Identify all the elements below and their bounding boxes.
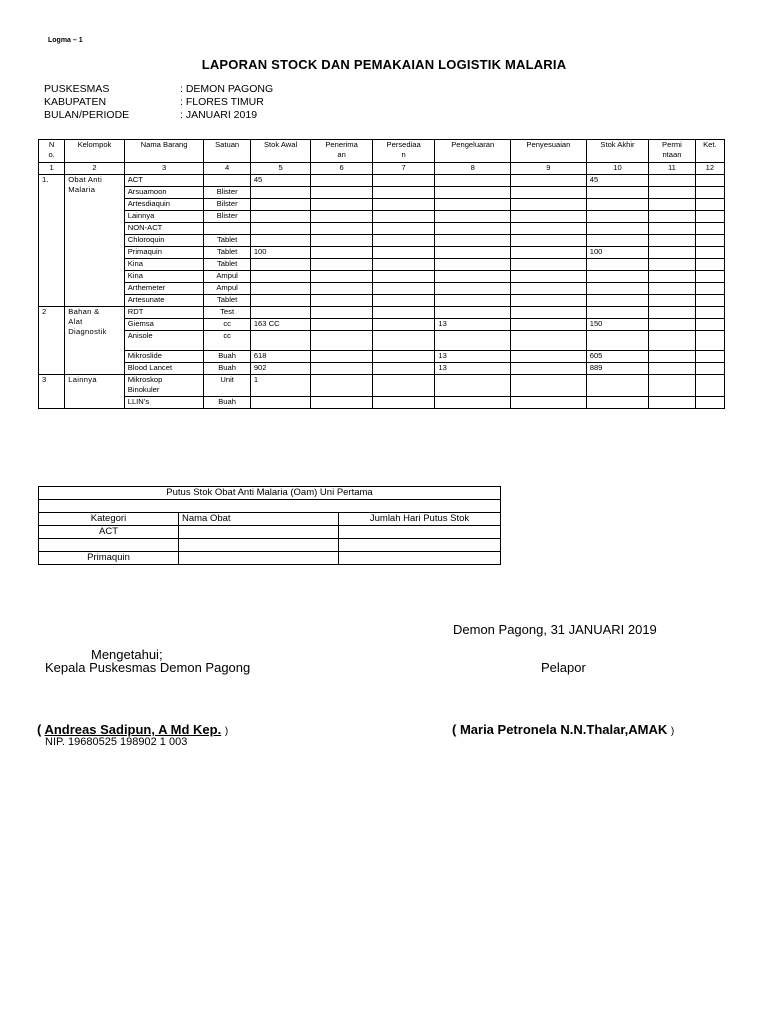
- stok-awal-cell: [250, 199, 311, 211]
- keterangan-cell: [695, 363, 724, 375]
- reporter-signature: ( Maria Petronela N.N.Thalar,AMAK ): [452, 722, 675, 737]
- penerimaan-cell: [311, 397, 373, 409]
- column-number: 1: [39, 163, 65, 175]
- penerimaan-cell: [311, 319, 373, 331]
- stok-akhir-cell: 889: [586, 363, 649, 375]
- penerimaan-cell: [311, 283, 373, 295]
- table-row: [39, 199, 725, 211]
- permintaan-cell: [649, 375, 695, 397]
- page-title: LAPORAN STOCK DAN PEMAKAIAN LOGISTIK MALARIA: [201, 57, 567, 72]
- keterangan-cell: [695, 187, 724, 199]
- persediaan-cell: [372, 211, 435, 223]
- column-header: Nama Barang: [124, 140, 204, 163]
- penyesuaian-cell: [511, 271, 587, 283]
- info-value: : FLORES TIMUR: [180, 96, 264, 108]
- penerimaan-cell: [311, 175, 373, 187]
- info-row-kabupaten: [44, 96, 273, 109]
- column-header: Penerima an: [311, 140, 373, 163]
- keterangan-cell: [695, 331, 724, 351]
- item-name: Arsuamoon: [124, 187, 204, 199]
- pengeluaran-cell: [435, 187, 511, 199]
- item-unit: Tablet: [204, 247, 250, 259]
- putus-category-primaquin: Primaquin: [39, 552, 179, 565]
- pengeluaran-cell: 13: [435, 363, 511, 375]
- item-name: Kina: [124, 259, 204, 271]
- stok-akhir-cell: [586, 259, 649, 271]
- column-number: 8: [435, 163, 511, 175]
- persediaan-cell: [372, 319, 435, 331]
- penerimaan-cell: [311, 235, 373, 247]
- stok-akhir-cell: [586, 283, 649, 295]
- column-header: Kelompok: [65, 140, 125, 163]
- stok-akhir-cell: [586, 235, 649, 247]
- table-row: [39, 397, 725, 409]
- column-header: N o.: [39, 140, 65, 163]
- pengeluaran-cell: [435, 211, 511, 223]
- table-row: [39, 283, 725, 295]
- stok-akhir-cell: [586, 223, 649, 235]
- pengeluaran-cell: [435, 247, 511, 259]
- item-unit: Bilster: [204, 199, 250, 211]
- item-unit: Blister: [204, 187, 250, 199]
- stok-awal-cell: 100: [250, 247, 311, 259]
- penyesuaian-cell: [511, 247, 587, 259]
- penerimaan-cell: [311, 271, 373, 283]
- group-name: Lainnya: [65, 375, 125, 409]
- permintaan-cell: [649, 271, 695, 283]
- table-row: [39, 319, 725, 331]
- putus-cell: [179, 526, 339, 539]
- item-unit: cc: [204, 319, 250, 331]
- pengeluaran-cell: [435, 307, 511, 319]
- penerimaan-cell: [311, 331, 373, 351]
- penyesuaian-cell: [511, 331, 587, 351]
- stok-awal-cell: 618: [250, 351, 311, 363]
- persediaan-cell: [372, 351, 435, 363]
- persediaan-cell: [372, 295, 435, 307]
- item-name: LLIN’s: [124, 397, 204, 409]
- penerimaan-cell: [311, 223, 373, 235]
- stok-awal-cell: [250, 307, 311, 319]
- penerimaan-cell: [311, 307, 373, 319]
- item-name: Artesdiaquin: [124, 199, 204, 211]
- item-name: Anisole: [124, 331, 204, 351]
- penyesuaian-cell: [511, 351, 587, 363]
- table-row: [39, 175, 725, 187]
- table-row: [39, 235, 725, 247]
- stok-awal-cell: [250, 295, 311, 307]
- permintaan-cell: [649, 175, 695, 187]
- penyesuaian-cell: [511, 319, 587, 331]
- permintaan-cell: [649, 307, 695, 319]
- penyesuaian-cell: [511, 375, 587, 397]
- permintaan-cell: [649, 199, 695, 211]
- stok-akhir-cell: 605: [586, 351, 649, 363]
- info-label: BULAN/PERIODE: [44, 109, 130, 121]
- item-name: Lainnya: [124, 211, 204, 223]
- persediaan-cell: [372, 283, 435, 295]
- stok-awal-cell: 902: [250, 363, 311, 375]
- stok-akhir-cell: [586, 307, 649, 319]
- penyesuaian-cell: [511, 199, 587, 211]
- pengeluaran-cell: 13: [435, 351, 511, 363]
- pengeluaran-cell: [435, 259, 511, 271]
- penerimaan-cell: [311, 211, 373, 223]
- item-name: NON-ACT: [124, 223, 204, 235]
- putus-header-kategori: Kategori: [39, 513, 179, 526]
- penerimaan-cell: [311, 259, 373, 271]
- keterangan-cell: [695, 235, 724, 247]
- info-row-puskesmas: [44, 83, 273, 96]
- item-unit: Buah: [204, 351, 250, 363]
- putus-stok-table: [38, 486, 501, 565]
- item-unit: Ampul: [204, 271, 250, 283]
- item-unit: [204, 175, 250, 187]
- mengetahui-label: Mengetahui;: [91, 647, 163, 662]
- item-unit: Tablet: [204, 295, 250, 307]
- item-unit: [204, 223, 250, 235]
- column-number: 10: [586, 163, 649, 175]
- pengeluaran-cell: [435, 235, 511, 247]
- info-value: : DEMON PAGONG: [180, 83, 274, 95]
- keterangan-cell: [695, 375, 724, 397]
- stok-akhir-cell: [586, 331, 649, 351]
- keterangan-cell: [695, 283, 724, 295]
- info-label: PUSKESMAS: [44, 83, 110, 95]
- report-info: [44, 83, 273, 122]
- persediaan-cell: [372, 187, 435, 199]
- column-header: Ket.: [695, 140, 724, 163]
- putus-cell: [339, 552, 501, 565]
- table-row: [39, 259, 725, 271]
- permintaan-cell: [649, 187, 695, 199]
- pengeluaran-cell: [435, 223, 511, 235]
- empty-row: [39, 500, 501, 513]
- reporter-title: Pelapor: [541, 660, 586, 675]
- putus-header-nama-obat: Nama Obat: [179, 513, 339, 526]
- penyesuaian-cell: [511, 259, 587, 271]
- stok-awal-cell: 1: [250, 375, 311, 397]
- putus-cell: [179, 539, 339, 552]
- column-number: 11: [649, 163, 695, 175]
- permintaan-cell: [649, 351, 695, 363]
- stok-awal-cell: [250, 283, 311, 295]
- head-name: Andreas Sadipun, A Md Kep.: [44, 722, 222, 737]
- penyesuaian-cell: [511, 283, 587, 295]
- permintaan-cell: [649, 211, 695, 223]
- stok-akhir-cell: [586, 187, 649, 199]
- stok-akhir-cell: [586, 199, 649, 211]
- penyesuaian-cell: [511, 397, 587, 409]
- column-number: 3: [124, 163, 204, 175]
- stok-awal-cell: [250, 331, 311, 351]
- stok-awal-cell: 163 CC: [250, 319, 311, 331]
- info-value: : JANUARI 2019: [180, 109, 258, 121]
- putus-cell: [179, 552, 339, 565]
- pengeluaran-cell: [435, 283, 511, 295]
- keterangan-cell: [695, 397, 724, 409]
- permintaan-cell: [649, 331, 695, 351]
- column-header: Penyesuaian: [511, 140, 587, 163]
- penyesuaian-cell: [511, 295, 587, 307]
- stok-awal-cell: [250, 187, 311, 199]
- head-signature: ( Andreas Sadipun, A Md Kep. ): [37, 722, 229, 737]
- item-name: Mikroskop Binokuler: [124, 375, 204, 397]
- table-row: [39, 363, 725, 375]
- keterangan-cell: [695, 175, 724, 187]
- permintaan-cell: [649, 319, 695, 331]
- table-row: [39, 211, 725, 223]
- column-header: Persediaa n: [372, 140, 435, 163]
- keterangan-cell: [695, 271, 724, 283]
- stok-awal-cell: [250, 271, 311, 283]
- permintaan-cell: [649, 397, 695, 409]
- table-row: [39, 271, 725, 283]
- column-number: 6: [311, 163, 373, 175]
- keterangan-cell: [695, 259, 724, 271]
- keterangan-cell: [695, 295, 724, 307]
- info-row-periode: [44, 109, 273, 122]
- putus-header-jumlah: Jumlah Hari Putus Stok: [339, 513, 501, 526]
- penerimaan-cell: [311, 247, 373, 259]
- permintaan-cell: [649, 247, 695, 259]
- item-unit: Buah: [204, 397, 250, 409]
- pengeluaran-cell: [435, 199, 511, 211]
- stok-awal-cell: [250, 223, 311, 235]
- stok-awal-cell: 45: [250, 175, 311, 187]
- keterangan-cell: [695, 223, 724, 235]
- item-name: Kina: [124, 271, 204, 283]
- table-row: [39, 223, 725, 235]
- group-name: Bahan & Alat Diagnostik: [65, 307, 125, 375]
- putus-cell: [339, 539, 501, 552]
- putus-stok-title: Putus Stok Obat Anti Malaria (Oam) Uni Pertama: [39, 487, 501, 500]
- persediaan-cell: [372, 363, 435, 375]
- item-unit: Ampul: [204, 283, 250, 295]
- stock-table: [38, 139, 725, 409]
- item-name: RDT: [124, 307, 204, 319]
- item-name: Giemsa: [124, 319, 204, 331]
- stok-akhir-cell: 150: [586, 319, 649, 331]
- permintaan-cell: [649, 235, 695, 247]
- persediaan-cell: [372, 175, 435, 187]
- table-row: [39, 375, 725, 397]
- persediaan-cell: [372, 307, 435, 319]
- table-row: [39, 331, 725, 351]
- item-name: Artesunate: [124, 295, 204, 307]
- group-number: 1.: [39, 175, 65, 307]
- keterangan-cell: [695, 199, 724, 211]
- stok-akhir-cell: 45: [586, 175, 649, 187]
- stok-akhir-cell: [586, 271, 649, 283]
- pengeluaran-cell: [435, 397, 511, 409]
- penyesuaian-cell: [511, 211, 587, 223]
- persediaan-cell: [372, 271, 435, 283]
- place-date: Demon Pagong, 31 JANUARI 2019: [453, 622, 657, 637]
- stok-akhir-cell: [586, 211, 649, 223]
- group-number: 2: [39, 307, 65, 375]
- stok-akhir-cell: [586, 295, 649, 307]
- table-row: [39, 351, 725, 363]
- keterangan-cell: [695, 351, 724, 363]
- head-title: Kepala Puskesmas Demon Pagong: [45, 660, 251, 675]
- reporter-name: Maria Petronela N.N.Thalar,AMAK: [459, 722, 668, 737]
- persediaan-cell: [372, 375, 435, 397]
- permintaan-cell: [649, 223, 695, 235]
- document-code: Logma – 1: [48, 37, 83, 44]
- persediaan-cell: [372, 397, 435, 409]
- pengeluaran-cell: [435, 375, 511, 397]
- column-header: Permi ntaan: [649, 140, 695, 163]
- permintaan-cell: [649, 283, 695, 295]
- penyesuaian-cell: [511, 363, 587, 375]
- table-row: [39, 295, 725, 307]
- stok-awal-cell: [250, 397, 311, 409]
- stok-akhir-cell: [586, 375, 649, 397]
- column-number: 7: [372, 163, 435, 175]
- penyesuaian-cell: [511, 223, 587, 235]
- penerimaan-cell: [311, 187, 373, 199]
- putus-cell: [339, 526, 501, 539]
- pengeluaran-cell: [435, 331, 511, 351]
- penyesuaian-cell: [511, 307, 587, 319]
- item-unit: Buah: [204, 363, 250, 375]
- item-name: Primaquin: [124, 247, 204, 259]
- item-unit: Blister: [204, 211, 250, 223]
- penerimaan-cell: [311, 363, 373, 375]
- persediaan-cell: [372, 223, 435, 235]
- item-unit: Test: [204, 307, 250, 319]
- column-header: Pengeluaran: [435, 140, 511, 163]
- stok-akhir-cell: [586, 397, 649, 409]
- item-name: Mikroslide: [124, 351, 204, 363]
- column-number: 12: [695, 163, 724, 175]
- item-unit: cc: [204, 331, 250, 351]
- column-header: Satuan: [204, 140, 250, 163]
- persediaan-cell: [372, 247, 435, 259]
- info-label: KABUPATEN: [44, 96, 107, 108]
- column-number: 9: [511, 163, 587, 175]
- item-name: ACT: [124, 175, 204, 187]
- putus-category-act: ACT: [39, 526, 179, 539]
- stok-awal-cell: [250, 259, 311, 271]
- persediaan-cell: [372, 235, 435, 247]
- table-row: [39, 247, 725, 259]
- stok-akhir-cell: 100: [586, 247, 649, 259]
- item-name: Chloroquin: [124, 235, 204, 247]
- item-unit: Unit: [204, 375, 250, 397]
- item-unit: Tablet: [204, 235, 250, 247]
- penerimaan-cell: [311, 295, 373, 307]
- column-number: 5: [250, 163, 311, 175]
- keterangan-cell: [695, 211, 724, 223]
- stok-awal-cell: [250, 211, 311, 223]
- penyesuaian-cell: [511, 235, 587, 247]
- keterangan-cell: [695, 307, 724, 319]
- stok-awal-cell: [250, 235, 311, 247]
- item-name: Blood Lancet: [124, 363, 204, 375]
- persediaan-cell: [372, 331, 435, 351]
- pengeluaran-cell: [435, 271, 511, 283]
- column-number: 2: [65, 163, 125, 175]
- keterangan-cell: [695, 319, 724, 331]
- penerimaan-cell: [311, 351, 373, 363]
- group-name: Obat Anti Malaria: [65, 175, 125, 307]
- keterangan-cell: [695, 247, 724, 259]
- penerimaan-cell: [311, 199, 373, 211]
- penyesuaian-cell: [511, 175, 587, 187]
- persediaan-cell: [372, 259, 435, 271]
- table-row: [39, 187, 725, 199]
- permintaan-cell: [649, 295, 695, 307]
- pengeluaran-cell: 13: [435, 319, 511, 331]
- column-number: 4: [204, 163, 250, 175]
- item-name: Arthemeter: [124, 283, 204, 295]
- persediaan-cell: [372, 199, 435, 211]
- pengeluaran-cell: [435, 175, 511, 187]
- column-header: Stok Akhir: [586, 140, 649, 163]
- item-unit: Tablet: [204, 259, 250, 271]
- penerimaan-cell: [311, 375, 373, 397]
- group-number: 3: [39, 375, 65, 409]
- permintaan-cell: [649, 259, 695, 271]
- head-nip: NIP. 19680525 198902 1 003: [45, 736, 188, 748]
- column-header: Stok Awal: [250, 140, 311, 163]
- permintaan-cell: [649, 363, 695, 375]
- putus-cell: [39, 539, 179, 552]
- pengeluaran-cell: [435, 295, 511, 307]
- table-row: [39, 307, 725, 319]
- penyesuaian-cell: [511, 187, 587, 199]
